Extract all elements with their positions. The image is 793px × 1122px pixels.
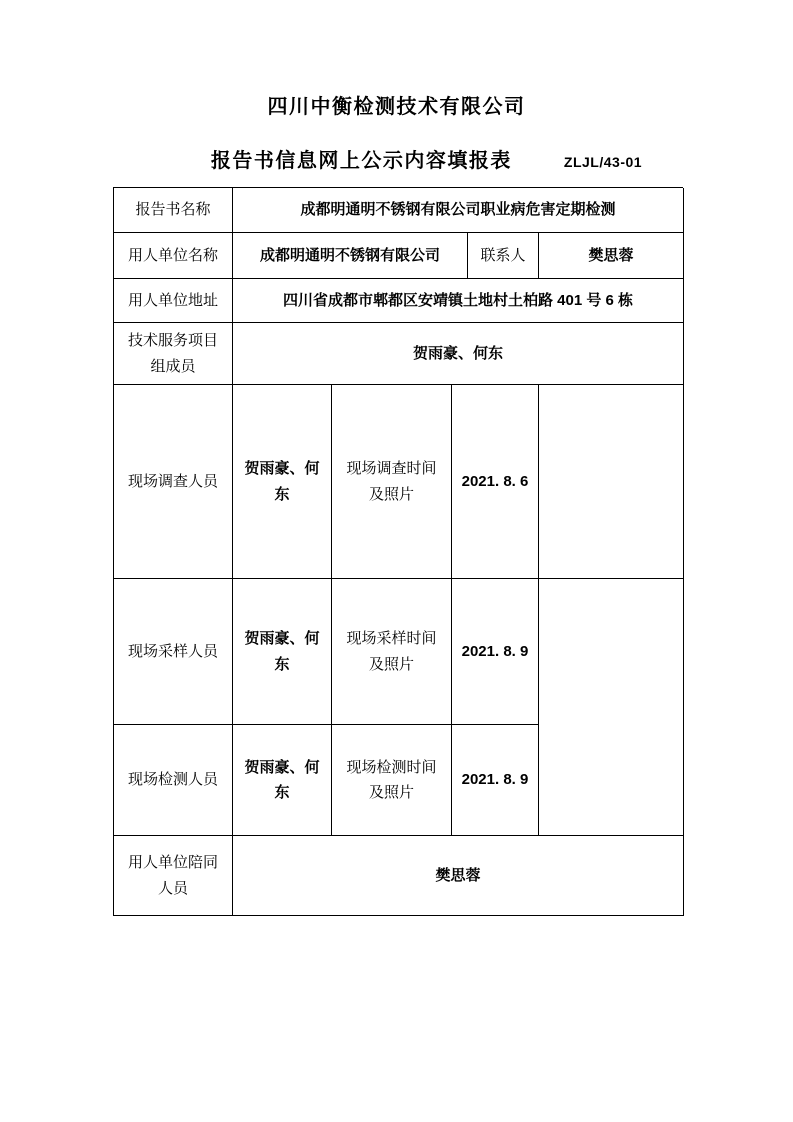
form-code: ZLJL/43-01 [563, 154, 643, 170]
sampling-testing-photo-cell [539, 579, 684, 836]
sampling-personnel-value: 贺雨豪、何东 [233, 579, 332, 725]
survey-personnel-label: 现场调查人员 [114, 385, 233, 579]
survey-time-label: 现场调查时间及照片 [332, 385, 452, 579]
employer-name-label: 用人单位名称 [114, 233, 233, 279]
testing-time-label: 现场检测时间及照片 [332, 725, 452, 836]
contact-value: 樊思蓉 [539, 233, 684, 279]
report-name-value: 成都明通明不锈钢有限公司职业病危害定期检测 [233, 188, 684, 233]
employer-address-label: 用人单位地址 [114, 279, 233, 323]
project-team-label: 技术服务项目组成员 [114, 323, 233, 385]
sampling-time-label: 现场采样时间及照片 [332, 579, 452, 725]
report-name-label: 报告书名称 [114, 188, 233, 233]
survey-date: 2021. 8. 6 [452, 385, 539, 579]
sampling-date: 2021. 8. 9 [452, 579, 539, 725]
employer-address-value: 四川省成都市郫都区安靖镇土地村土柏路 401 号 6 栋 [233, 279, 684, 323]
escort-value: 樊思蓉 [233, 836, 684, 916]
sampling-personnel-label: 现场采样人员 [114, 579, 233, 725]
report-table [113, 187, 683, 916]
employer-name-value: 成都明通明不锈钢有限公司 [233, 233, 468, 279]
testing-personnel-label: 现场检测人员 [114, 725, 233, 836]
form-subtitle: 报告书信息网上公示内容填报表 [210, 150, 512, 172]
page-title: 四川中衡检测技术有限公司 [267, 96, 526, 118]
subtitle-row [30, 144, 793, 173]
testing-date: 2021. 8. 9 [452, 725, 539, 836]
testing-personnel-value: 贺雨豪、何东 [233, 725, 332, 836]
escort-label: 用人单位陪同人员 [114, 836, 233, 916]
contact-label: 联系人 [468, 233, 539, 279]
project-team-value: 贺雨豪、何东 [233, 323, 684, 385]
survey-personnel-value: 贺雨豪、何东 [233, 385, 332, 579]
survey-photo-cell [539, 385, 684, 579]
